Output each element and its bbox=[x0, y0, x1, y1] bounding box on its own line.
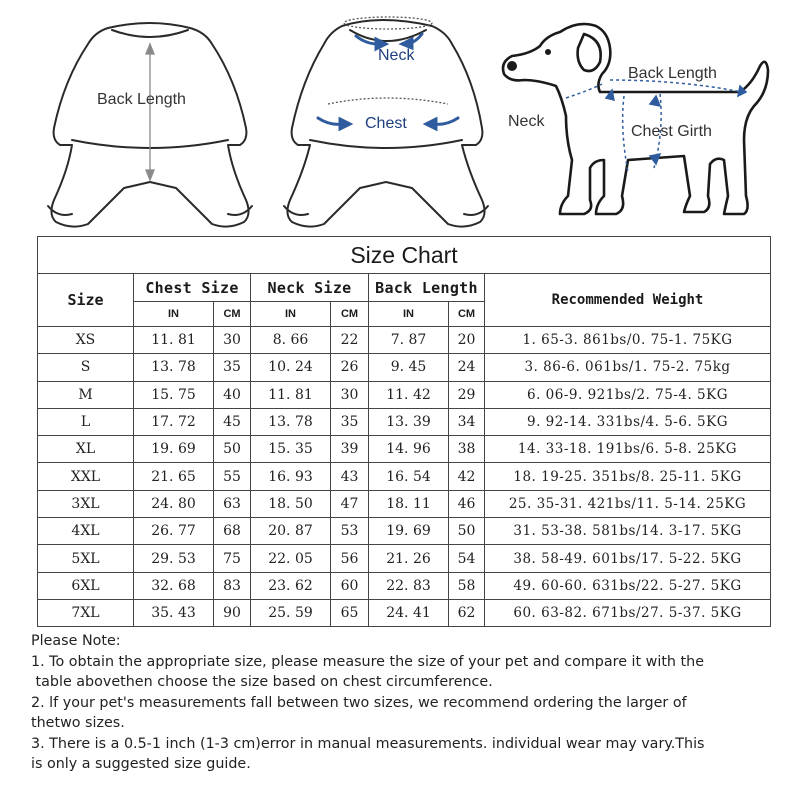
cell-weight: 38. 58-49. 601bs/17. 5-22. 5KG bbox=[485, 545, 771, 572]
cell-chest-in: 13. 78 bbox=[134, 354, 214, 381]
cell-chest-in: 11. 81 bbox=[134, 327, 214, 354]
cell-weight: 1. 65-3. 861bs/0. 75-1. 75KG bbox=[485, 327, 771, 354]
cell-neck-cm: 30 bbox=[331, 381, 369, 408]
cell-neck-in: 8. 66 bbox=[251, 327, 331, 354]
back-length-header: Back Length bbox=[369, 274, 485, 302]
cell-neck-cm: 60 bbox=[331, 572, 369, 599]
table-row bbox=[38, 436, 771, 463]
unit-in: IN bbox=[251, 302, 331, 327]
note-line: table abovethen choose the size based on chest circumference. bbox=[31, 674, 493, 690]
chest-size-header: Chest Size bbox=[134, 274, 251, 302]
cell-weight: 3. 86-6. 061bs/1. 75-2. 75kg bbox=[485, 354, 771, 381]
size-chart-table bbox=[37, 236, 771, 627]
cell-back-cm: 38 bbox=[449, 436, 485, 463]
note-line: thetwo sizes. bbox=[31, 715, 125, 731]
cell-back-in: 9. 45 bbox=[369, 354, 449, 381]
cell-chest-in: 24. 80 bbox=[134, 490, 214, 517]
unit-cm: CM bbox=[449, 302, 485, 327]
cell-neck-in: 25. 59 bbox=[251, 599, 331, 626]
cell-back-in: 18. 11 bbox=[369, 490, 449, 517]
cell-back-cm: 54 bbox=[449, 545, 485, 572]
cell-chest-cm: 68 bbox=[214, 518, 251, 545]
cell-neck-cm: 35 bbox=[331, 408, 369, 435]
table-row bbox=[38, 327, 771, 354]
table-row bbox=[38, 490, 771, 517]
cell-neck-cm: 26 bbox=[331, 354, 369, 381]
table-row bbox=[38, 572, 771, 599]
neck-size-header: Neck Size bbox=[251, 274, 369, 302]
cell-neck-cm: 22 bbox=[331, 327, 369, 354]
cell-neck-in: 16. 93 bbox=[251, 463, 331, 490]
neck-label: Neck bbox=[378, 47, 415, 64]
table-row bbox=[38, 354, 771, 381]
cell-back-cm: 34 bbox=[449, 408, 485, 435]
cell-chest-in: 29. 53 bbox=[134, 545, 214, 572]
cell-back-in: 11. 42 bbox=[369, 381, 449, 408]
cell-neck-cm: 65 bbox=[331, 599, 369, 626]
cell-back-in: 21. 26 bbox=[369, 545, 449, 572]
cell-back-cm: 24 bbox=[449, 354, 485, 381]
cell-weight: 60. 63-82. 671bs/27. 5-37. 5KG bbox=[485, 599, 771, 626]
dog-back-length-label: Back Length bbox=[628, 65, 717, 82]
dog-neck-label: Neck bbox=[508, 113, 545, 130]
cell-neck-in: 13. 78 bbox=[251, 408, 331, 435]
table-row bbox=[38, 545, 771, 572]
cell-neck-in: 23. 62 bbox=[251, 572, 331, 599]
cell-neck-cm: 43 bbox=[331, 463, 369, 490]
cell-back-cm: 20 bbox=[449, 327, 485, 354]
cell-back-in: 14. 96 bbox=[369, 436, 449, 463]
cell-weight: 49. 60-60. 631bs/22. 5-27. 5KG bbox=[485, 572, 771, 599]
cell-back-in: 24. 41 bbox=[369, 599, 449, 626]
cell-back-in: 7. 87 bbox=[369, 327, 449, 354]
cell-chest-cm: 35 bbox=[214, 354, 251, 381]
size-chart-body bbox=[38, 327, 771, 627]
cell-weight: 6. 06-9. 921bs/2. 75-4. 5KG bbox=[485, 381, 771, 408]
cell-chest-cm: 63 bbox=[214, 490, 251, 517]
table-row bbox=[38, 408, 771, 435]
table-row bbox=[38, 463, 771, 490]
cell-back-cm: 58 bbox=[449, 572, 485, 599]
cell-size: S bbox=[38, 354, 134, 381]
table-row bbox=[38, 599, 771, 626]
cell-chest-cm: 45 bbox=[214, 408, 251, 435]
cell-size: XXL bbox=[38, 463, 134, 490]
cell-back-in: 22. 83 bbox=[369, 572, 449, 599]
cell-back-cm: 50 bbox=[449, 518, 485, 545]
cell-chest-cm: 30 bbox=[214, 327, 251, 354]
table-title: Size Chart bbox=[38, 237, 771, 274]
unit-cm: CM bbox=[331, 302, 369, 327]
back-length-label: Back Length bbox=[97, 91, 186, 108]
cell-size: 6XL bbox=[38, 572, 134, 599]
cell-neck-in: 18. 50 bbox=[251, 490, 331, 517]
cell-chest-in: 21. 65 bbox=[134, 463, 214, 490]
size-column-header: Size bbox=[38, 274, 134, 327]
notes-heading: Please Note: bbox=[31, 633, 121, 649]
cell-size: L bbox=[38, 408, 134, 435]
cell-chest-cm: 75 bbox=[214, 545, 251, 572]
cell-chest-cm: 50 bbox=[214, 436, 251, 463]
cell-weight: 31. 53-38. 581bs/14. 3-17. 5KG bbox=[485, 518, 771, 545]
unit-cm: CM bbox=[214, 302, 251, 327]
cell-back-cm: 46 bbox=[449, 490, 485, 517]
cell-weight: 25. 35-31. 421bs/11. 5-14. 25KG bbox=[485, 490, 771, 517]
cell-neck-in: 15. 35 bbox=[251, 436, 331, 463]
cell-back-cm: 42 bbox=[449, 463, 485, 490]
cell-size: 7XL bbox=[38, 599, 134, 626]
table-row bbox=[38, 518, 771, 545]
cell-back-in: 16. 54 bbox=[369, 463, 449, 490]
measurement-illustrations bbox=[0, 0, 796, 235]
cell-neck-in: 11. 81 bbox=[251, 381, 331, 408]
cell-chest-in: 19. 69 bbox=[134, 436, 214, 463]
cell-neck-cm: 56 bbox=[331, 545, 369, 572]
cell-chest-cm: 55 bbox=[214, 463, 251, 490]
cell-weight: 14. 33-18. 191bs/6. 5-8. 25KG bbox=[485, 436, 771, 463]
cell-size: 5XL bbox=[38, 545, 134, 572]
note-line: 1. To obtain the appropriate size, please measure the size of your pet and compare it with the bbox=[31, 653, 704, 670]
unit-in: IN bbox=[369, 302, 449, 327]
cell-chest-cm: 90 bbox=[214, 599, 251, 626]
notes-section bbox=[31, 631, 781, 775]
note-line: 2. lf your pet's measurements fall between two sizes, we recommend ordering the larger of bbox=[31, 694, 687, 711]
cell-size: 3XL bbox=[38, 490, 134, 517]
cell-back-in: 13. 39 bbox=[369, 408, 449, 435]
dog-chest-girth-label: Chest Girth bbox=[631, 123, 712, 140]
cell-back-cm: 62 bbox=[449, 599, 485, 626]
cell-neck-in: 20. 87 bbox=[251, 518, 331, 545]
recommended-weight-header: Recommended Weight bbox=[485, 274, 771, 327]
cell-chest-in: 32. 68 bbox=[134, 572, 214, 599]
cell-size: M bbox=[38, 381, 134, 408]
note-line: is only a suggested size guide. bbox=[31, 756, 251, 772]
cell-chest-in: 17. 72 bbox=[134, 408, 214, 435]
cell-neck-cm: 47 bbox=[331, 490, 369, 517]
cell-back-in: 19. 69 bbox=[369, 518, 449, 545]
cell-neck-cm: 39 bbox=[331, 436, 369, 463]
cell-neck-in: 22. 05 bbox=[251, 545, 331, 572]
table-row bbox=[38, 381, 771, 408]
cell-size: 4XL bbox=[38, 518, 134, 545]
note-line: 3. There is a 0.5-1 inch (1-3 cm)error in manual measurements. individual wear may vary.This bbox=[31, 735, 705, 752]
cell-chest-in: 26. 77 bbox=[134, 518, 214, 545]
unit-in: IN bbox=[134, 302, 214, 327]
cell-chest-cm: 83 bbox=[214, 572, 251, 599]
dog-eye bbox=[545, 49, 551, 55]
cell-weight: 9. 92-14. 331bs/4. 5-6. 5KG bbox=[485, 408, 771, 435]
cell-chest-cm: 40 bbox=[214, 381, 251, 408]
cell-size: XL bbox=[38, 436, 134, 463]
cell-size: XS bbox=[38, 327, 134, 354]
cell-chest-in: 15. 75 bbox=[134, 381, 214, 408]
cell-neck-in: 10. 24 bbox=[251, 354, 331, 381]
chest-label: Chest bbox=[365, 115, 407, 132]
cell-neck-cm: 53 bbox=[331, 518, 369, 545]
dog-nose bbox=[507, 61, 517, 71]
cell-weight: 18. 19-25. 351bs/8. 25-11. 5KG bbox=[485, 463, 771, 490]
cell-chest-in: 35. 43 bbox=[134, 599, 214, 626]
cell-back-cm: 29 bbox=[449, 381, 485, 408]
